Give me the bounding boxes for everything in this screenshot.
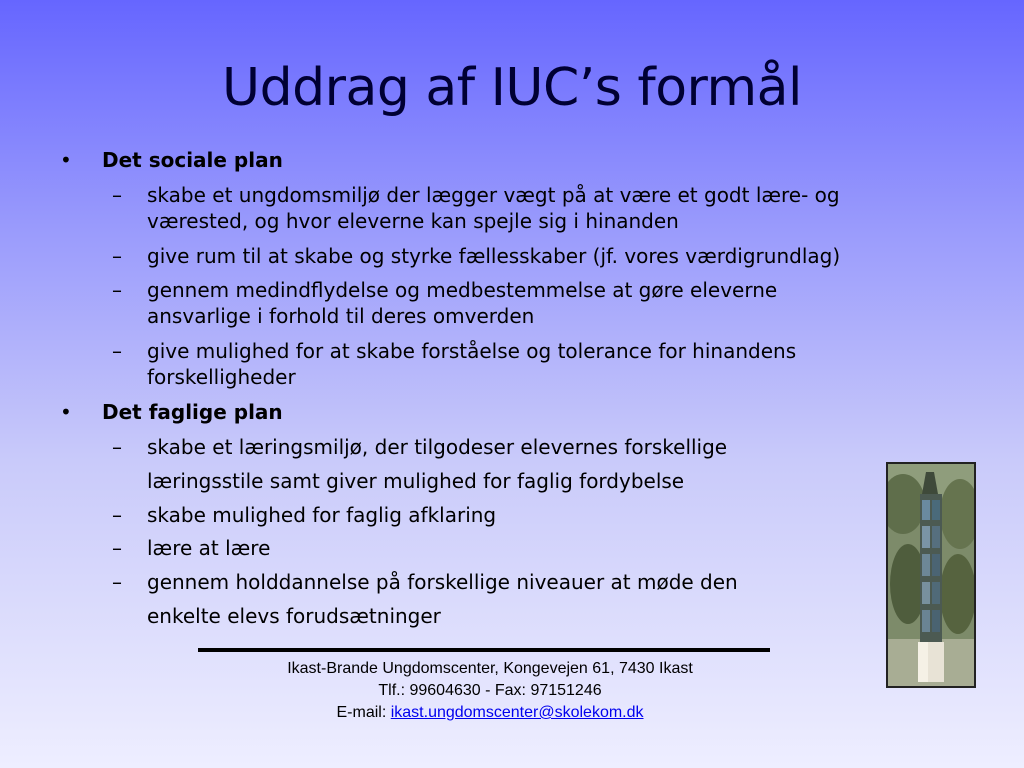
footer-phone: Tlf.: 99604630 - Fax: 97151246 — [378, 682, 602, 699]
footer — [200, 658, 780, 724]
dash-marker: – — [112, 536, 122, 560]
email-link[interactable]: ikast.ungdomscenter@skolekom.dk — [390, 704, 644, 721]
slide-title: Uddrag af IUC’s formål — [222, 58, 802, 118]
dash-marker: – — [112, 435, 122, 459]
footer-address: Ikast-Brande Ungdomscenter, Kongevejen 61, 7430 Ikast — [287, 660, 693, 677]
dash-marker: – — [112, 503, 122, 527]
dash-marker: – — [112, 570, 122, 594]
dash-marker: – — [112, 339, 122, 363]
footer-email-line — [200, 702, 780, 724]
sculpture-photo — [886, 462, 976, 688]
bullet-marker: • — [60, 148, 72, 172]
sculpture-photo-graphic — [888, 464, 974, 686]
dash-marker: – — [112, 244, 122, 268]
footer-email-prefix: E-mail: — [336, 704, 391, 721]
divider-rule — [198, 648, 770, 652]
dash-marker: – — [112, 183, 122, 207]
bullet-marker: • — [60, 400, 72, 424]
dash-marker: – — [112, 278, 122, 302]
